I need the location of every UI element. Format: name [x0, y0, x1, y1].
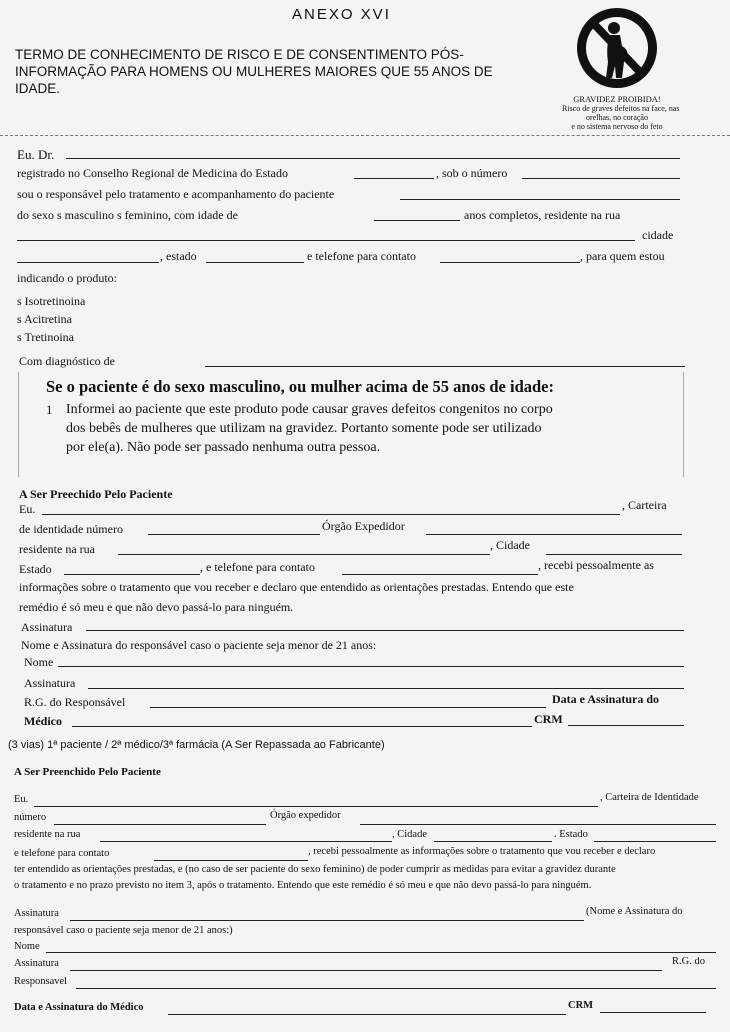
warning-line: e no sistema nervoso do feto	[571, 122, 663, 131]
guardian-name-label: Nome	[24, 655, 54, 669]
warning-line: Risco de graves defeitos na face, nas	[562, 104, 680, 113]
patient-eu-label: Eu.	[19, 502, 36, 516]
doctor-label: Eu. Dr.	[17, 147, 55, 162]
doctor-signature-label-2: Data e Assinatura do Médico	[14, 1002, 144, 1013]
guardian-label: Nome e Assinatura do responsável caso o paciente seja menor de 21 anos:	[21, 638, 377, 652]
annex-title: ANEXO XVI	[292, 6, 391, 23]
id-number-label: de identidade número	[19, 522, 123, 536]
divider	[0, 135, 730, 136]
doctor-signature-field-2[interactable]	[168, 1014, 566, 1015]
phone-field-2[interactable]	[154, 860, 308, 861]
guardian-rg-label: R.G. do Responsável	[24, 695, 126, 709]
id-number-field[interactable]	[148, 534, 320, 535]
crm-label-2: CRM	[568, 1000, 594, 1011]
title-line-3: IDADE.	[15, 81, 61, 96]
copies-note: (3 vias) 1ª paciente / 2ª médico/3ª farmácia (A Ser Repassada ao Fabricante)	[8, 739, 385, 751]
state-field-2[interactable]	[594, 841, 716, 842]
info-line-2a: ter entendido as orientações prestadas, e (no caso de ser paciente do sexo feminino) de poder cumprir as medidas para evitar a gravidez durante	[14, 864, 616, 875]
issuer-label-2: Órgão expedidor	[270, 810, 341, 821]
state-label: Estado	[19, 562, 52, 576]
phone-field[interactable]	[440, 262, 580, 263]
product-option-acitretina[interactable]: s Acitretina	[17, 312, 72, 326]
patient-eu-label-2: Eu.	[14, 794, 29, 805]
street-label: anos completos, residente na rua	[464, 208, 621, 222]
info-line-1: informações sobre o tratamento que vou receber e declaro que entendido as orientações prestadas. Entendo que este	[19, 580, 574, 594]
rg-label-2: R.G. do	[672, 956, 705, 967]
patient-section-heading: A Ser Preechido Pelo Paciente	[19, 487, 173, 501]
phone-field[interactable]	[342, 574, 538, 575]
residence-field-2[interactable]	[100, 841, 392, 842]
warning-title: GRAVIDEZ PROIBIDA!	[573, 94, 661, 104]
signature-label: Assinatura	[21, 620, 73, 634]
guardian-signature-field-2[interactable]	[70, 970, 662, 971]
guardian-label-2: responsável caso o paciente seja menor de 21 anos:)	[14, 925, 233, 936]
notice-text	[66, 400, 553, 457]
issuer-field[interactable]	[426, 534, 682, 535]
document-title	[15, 46, 493, 97]
info-line-2b: o tratamento e no prazo previsto no item 3, após o tratamento. Entendo que este remédio é só meu e que não devo passá-lo para ninguém.	[14, 880, 592, 891]
sex-age-label: do sexo s masculino s feminino, com idade de	[17, 208, 238, 222]
phone-label-2: e telefone para contato	[14, 848, 110, 859]
residence-label: residente na rua	[19, 542, 95, 556]
identity-card-label: , Carteira de Identidade	[600, 792, 699, 803]
city-label: cidade	[642, 228, 674, 242]
state-field[interactable]	[64, 574, 200, 575]
city-field-2[interactable]	[434, 841, 552, 842]
responsible-label-2: Responsavel	[14, 976, 68, 987]
signature-label-2: Assinatura	[14, 908, 59, 919]
patient-name-field[interactable]	[42, 514, 620, 515]
patient-name-field[interactable]	[400, 199, 680, 200]
received-label: , recebi pessoalmente as	[538, 558, 654, 572]
warning-line: orelhas, no coração	[586, 113, 648, 122]
indicating-product-label: indicando o produto:	[17, 271, 117, 285]
crm-number-field[interactable]	[522, 178, 680, 179]
guardian-signature-label: Assinatura	[24, 676, 76, 690]
crm-field-2[interactable]	[600, 1012, 706, 1013]
guardian-name-field[interactable]	[58, 666, 684, 667]
crm-number-label: , sob o número	[436, 166, 508, 180]
for-whom-label: , para quem estou	[580, 249, 665, 263]
doctor-name-field[interactable]	[66, 158, 680, 159]
issuer-label: Órgão Expedidor	[322, 519, 405, 533]
age-field[interactable]	[374, 220, 460, 221]
residence-field[interactable]	[118, 554, 490, 555]
notice-title: Se o paciente é do sexo masculino, ou mulher acima de 55 anos de idade:	[46, 377, 554, 396]
phone-label: e telefone para contato	[307, 249, 416, 263]
doctor-signature-field[interactable]	[72, 726, 532, 727]
notice-line: por ele(a). Não pode ser passado nenhuma outra pessoa.	[66, 440, 381, 455]
city-label-2: , Cidade	[392, 829, 427, 840]
received-label-2: , recebi pessoalmente as informações sobre o tratamento que vou receber e declaro	[308, 846, 656, 857]
product-option-isotretinoina[interactable]: s Isotretinoina	[17, 294, 86, 308]
crm-field[interactable]	[568, 725, 684, 726]
responsible-label: sou o responsável pelo tratamento e acompanhamento do paciente	[17, 187, 335, 201]
notice-number: 1	[46, 402, 53, 417]
guardian-name-field-2[interactable]	[46, 952, 716, 953]
doctor-signature-label: Data e Assinatura do	[552, 692, 660, 706]
street-field[interactable]	[17, 240, 635, 241]
pregnancy-prohibited-icon	[562, 6, 672, 92]
patient-name-field-2[interactable]	[34, 806, 598, 807]
notice-line: dos bebês de mulheres que utilizam na gravidez. Portanto somente pode ser utilizado	[66, 421, 542, 436]
crm-label: CRM	[534, 712, 563, 726]
guardian-signature-label-2: Assinatura	[14, 958, 59, 969]
crm-state-field[interactable]	[354, 178, 434, 179]
info-line-2: remédio é só meu e que não devo passá-lo para ninguém.	[19, 600, 294, 614]
guardian-rg-field-2[interactable]	[76, 988, 716, 989]
crm-state-label: registrado no Conselho Regional de Medicina do Estado	[17, 166, 288, 180]
guardian-name-label-2: Nome	[14, 941, 40, 952]
state-field[interactable]	[206, 262, 304, 263]
product-option-tretinoina[interactable]: s Tretinoina	[17, 330, 75, 344]
state-label: , estado	[160, 249, 197, 263]
city-field[interactable]	[17, 262, 159, 263]
pregnancy-prohibited-logo	[562, 6, 680, 131]
notice-line: Informei ao paciente que este produto pode causar graves defeitos congenitos no corpo	[66, 402, 553, 417]
title-line-2: INFORMAÇÃO PARA HOMENS OU MULHERES MAIORES QUE 55 ANOS DE	[15, 64, 493, 79]
carteira-label: , Carteira	[622, 498, 667, 512]
patient-section-heading-2: A Ser Preenchido Pelo Paciente	[14, 766, 161, 778]
city-label: , Cidade	[490, 538, 530, 552]
issuer-field-2[interactable]	[360, 824, 716, 825]
state-label-2: . Estado	[554, 829, 588, 840]
residence-label-2: residente na rua	[14, 829, 81, 840]
doctor-label: Médico	[24, 714, 62, 728]
diagnosis-label: Com diagnóstico de	[19, 354, 115, 368]
guardian-signature-field[interactable]	[88, 688, 684, 689]
number-field[interactable]	[54, 824, 266, 825]
number-label: número	[14, 812, 47, 823]
signature-field[interactable]	[86, 630, 684, 631]
title-line-1: TERMO DE CONHECIMENTO DE RISCO E DE CONSENTIMENTO PÓS-	[15, 47, 464, 62]
diagnosis-field[interactable]	[205, 366, 685, 367]
phone-label: , e telefone para contato	[200, 560, 315, 574]
city-field[interactable]	[546, 554, 682, 555]
signature-field-2[interactable]	[70, 920, 584, 921]
guardian-rg-field[interactable]	[150, 707, 546, 708]
name-signature-label: (Nome e Assinatura do	[586, 906, 683, 917]
